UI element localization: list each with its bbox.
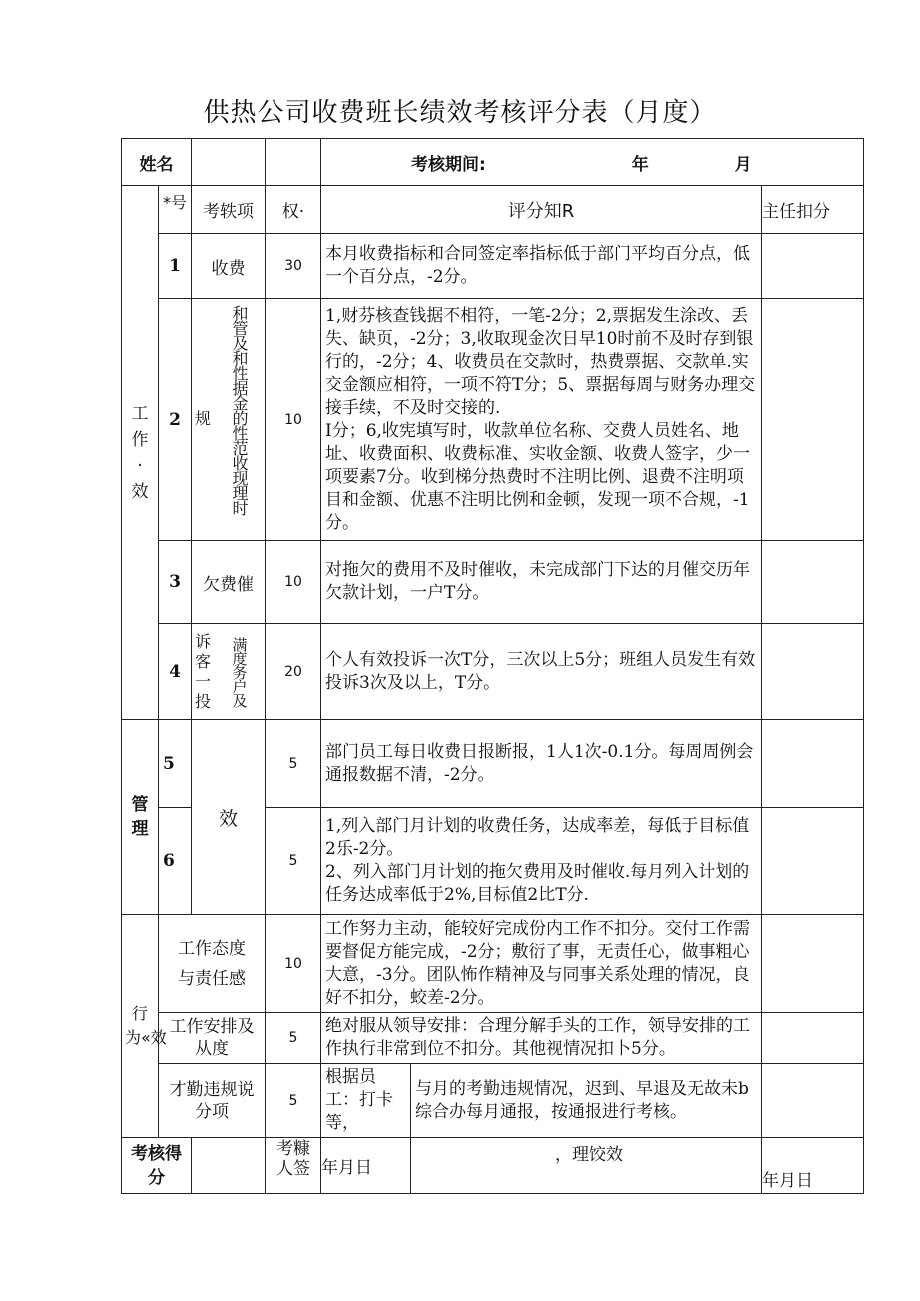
date-cell-2 xyxy=(762,1138,864,1194)
row-item-text-a: 诉客一投 xyxy=(194,631,211,711)
row-weight-text: 30 xyxy=(284,258,302,274)
col-criteria xyxy=(321,186,762,234)
table-row xyxy=(122,299,864,541)
row-weight-text: 5 xyxy=(288,755,298,772)
row-desc-part-b: I分；6,收宪填写时，收款单位名称、交费人员姓名、地址、收费面积、收费标准、实收金额、收费人签字，少一项要素7分。收到梯分热费时不注明比例、退费不注明项目和金额、优惠不注明比例和金顿，发现一项不合规，-1分。 xyxy=(325,420,750,533)
score-value-cell[interactable] xyxy=(192,1138,266,1194)
row-number-text: 2 xyxy=(169,409,181,430)
row-weight xyxy=(266,541,321,624)
row-deduct[interactable] xyxy=(762,1064,864,1138)
row-item-text: 欠费催 xyxy=(203,574,254,595)
group-work-cell xyxy=(122,186,159,720)
row-desc: 1,列入部门月计划的收费任务，达成率差，每低于目标值2乐-2分。 2、列入部门月计划的拖欠费用及时催收.每月列入计划的任务达成率低于2%,目标值2比T分. xyxy=(321,808,762,915)
row-item-text: 才勤违规说分项 xyxy=(169,1079,255,1122)
row-number xyxy=(159,720,192,808)
row-deduct[interactable] xyxy=(762,915,864,1013)
row-deduct[interactable] xyxy=(762,299,864,541)
month-label: 月 xyxy=(734,154,752,175)
table-row xyxy=(122,1064,864,1138)
row-weight-text: 5 xyxy=(288,1092,298,1109)
name-value-cell[interactable] xyxy=(192,139,266,186)
row-deduct[interactable] xyxy=(762,808,864,915)
row-number xyxy=(159,299,192,541)
date-cell-1 xyxy=(321,1138,411,1194)
row-weight-text: 5 xyxy=(288,853,298,869)
score-label: 考核得分 xyxy=(131,1143,182,1188)
row-item-text: 工作安排及从度 xyxy=(169,1017,255,1059)
row-deduct[interactable] xyxy=(762,720,864,808)
row-weight-text: 10 xyxy=(284,411,302,428)
group-manage-label: 管理 xyxy=(131,795,149,839)
row-weight xyxy=(266,299,321,541)
footer-row xyxy=(122,1138,864,1194)
row-weight-text: 20 xyxy=(284,663,302,680)
row-weight-text: 10 xyxy=(284,574,302,590)
row-item xyxy=(192,624,266,720)
row-desc: 对拖欠的费用不及时催收，未完成部门下达的月催交历年欠款计划，一户T分。 xyxy=(321,541,762,624)
note-cell xyxy=(411,1138,762,1194)
row-weight xyxy=(266,808,321,915)
manage-item xyxy=(192,720,266,915)
row-item-text: 工作态度与责任感 xyxy=(178,938,246,989)
table-row xyxy=(122,720,864,808)
row-item xyxy=(159,1064,266,1138)
note-text: ，理饺效 xyxy=(555,1145,623,1165)
row-item xyxy=(159,1013,266,1064)
table-row xyxy=(122,915,864,1013)
row-weight xyxy=(266,720,321,808)
date-label-2: 年月日 xyxy=(762,1171,813,1191)
row-deduct[interactable] xyxy=(762,624,864,720)
row-weight xyxy=(266,624,321,720)
row-desc: 本月收费指标和合同签定率指标低于部门平均百分点，低一个百分点，-2分。 xyxy=(321,234,762,299)
row-item xyxy=(192,541,266,624)
table-row xyxy=(122,1013,864,1064)
row-desc: 绝对服从领导安排：合理分解手头的工作，领导安排的工作执行非常到位不扣分。其他视情况扣卜5分。 xyxy=(321,1013,762,1064)
table-row xyxy=(122,541,864,624)
row-deduct[interactable] xyxy=(762,234,864,299)
row-item-text-b: 和管及和性据金的性范收现理时 xyxy=(230,305,249,515)
row-number-text: 6 xyxy=(163,851,175,871)
row-number-text: 1 xyxy=(169,256,181,276)
row-number-text: 4 xyxy=(169,661,181,682)
row-deduct[interactable] xyxy=(762,541,864,624)
col-deduct xyxy=(762,186,864,234)
row-deduct[interactable] xyxy=(762,1013,864,1064)
row-weight xyxy=(266,234,321,299)
manage-item-text: 效 xyxy=(218,807,238,830)
group-work-label: 工作·效 xyxy=(131,403,149,502)
period-label: 考核期间: xyxy=(411,154,486,175)
col-deduct-label: 主任扣分 xyxy=(762,202,830,222)
row-weight xyxy=(266,915,321,1013)
period-cell xyxy=(321,139,864,186)
col-weight-label: 权· xyxy=(281,202,305,222)
signer-label: 考糠人签 xyxy=(276,1139,310,1179)
row-desc: 个人有效投诉一次T分，三次以上5分；班组人员发生有效投诉3次及以上，T分。 xyxy=(321,624,762,720)
row-desc-part-b: 与月的考勤违规情况，迟到、早退及无故未b综合办每月通报，按通报进行考核。 xyxy=(411,1064,762,1138)
group-behavior-cell xyxy=(122,915,167,1138)
row-desc-part-a: 根据员工：打卡等， xyxy=(321,1064,411,1138)
row-number-text: 5 xyxy=(163,753,175,774)
row-desc-part-a: 1,财芬核查钱据不相符，一笔-2分；2,票据发生涂改、丢失、缺页，-2分；3,收取现金次日早10时前不及时存到银行的，-2分；4、收费员在交款时，热费票据、交款单.实交金额应相符，一项不符T分；5、票据每周与财务办理交接手续，不及时交接的. xyxy=(325,305,756,418)
row-weight xyxy=(266,1013,321,1064)
row-desc: 部门员工每日收费日报断报，1人1次-0.1分。每周周例会通报数据不清，-2分。 xyxy=(321,720,762,808)
page-title: 供热公司收费班长绩效考核评分表（月度） xyxy=(203,98,717,128)
row-number-text: 3 xyxy=(169,572,181,592)
row-item xyxy=(159,915,266,1013)
row-weight-text: 5 xyxy=(288,1030,298,1046)
col-weight xyxy=(266,186,321,234)
row-weight-text: 10 xyxy=(284,955,302,972)
blank-cell xyxy=(266,139,321,186)
signer-label-cell xyxy=(266,1138,321,1194)
row-item-text: 收费 xyxy=(211,258,246,279)
col-item-label: 考轶项 xyxy=(203,202,254,222)
row-item xyxy=(192,234,266,299)
table-row xyxy=(122,624,864,720)
score-label-cell xyxy=(122,1138,192,1194)
col-seq-label: *号 xyxy=(162,193,187,212)
row-item-text-a: 规 xyxy=(194,408,211,428)
group-manage-cell xyxy=(122,720,159,915)
name-label-cell xyxy=(122,139,192,186)
row-number xyxy=(159,541,192,624)
date-label-1: 年月日 xyxy=(321,1158,372,1178)
evaluation-table xyxy=(121,138,864,1194)
col-seq xyxy=(159,186,192,234)
year-label: 年 xyxy=(631,154,649,175)
row-number xyxy=(159,234,192,299)
group-behavior-label: 行为«效 xyxy=(125,1004,167,1047)
col-criteria-label: 评分知R xyxy=(507,200,575,222)
row-number xyxy=(159,808,192,915)
row-item xyxy=(192,299,266,541)
row-desc xyxy=(321,299,762,541)
col-item xyxy=(192,186,266,234)
row-weight xyxy=(266,1064,321,1138)
name-label: 姓名 xyxy=(139,154,174,175)
row-item-text-b: 满度务户及 xyxy=(230,636,249,707)
row-desc: 工作努力主动，能较好完成份内工作不扣分。交付工作需要督促方能完成，-2分；敷衍了事，无责任心，做事粗心大意，-3分。团队怖作精神及与同事关系处理的情况，良好不扣分，蛟差-2分。 xyxy=(321,915,762,1013)
table-row xyxy=(122,234,864,299)
row-number xyxy=(159,624,192,720)
